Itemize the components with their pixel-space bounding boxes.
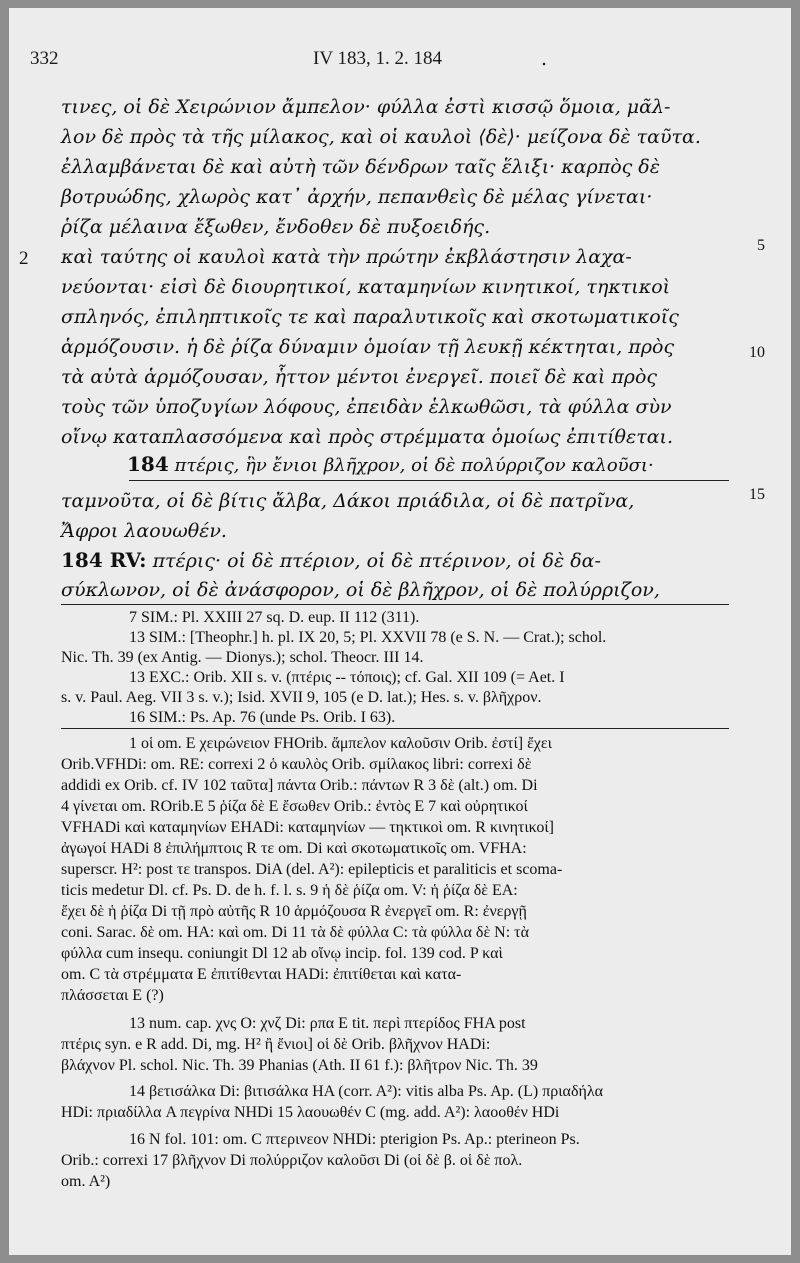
testimonia-rule	[61, 728, 729, 729]
apparatus-line: 13 num. cap. χνς O: χνζ Di: ρπα E tit. περὶ πτερίδος FHA post	[129, 1015, 526, 1032]
testimonia-line: 13 EXC.: Orib. XII s. v. (πτέρις -- τόποις); cf. Gal. XII 109 (= Aet. I	[129, 669, 565, 686]
header-dot: .	[541, 48, 548, 70]
paragraph-number: 2	[19, 248, 29, 269]
text-line: καὶ ταύτης οἱ καυλοὶ κατὰ τὴν πρώτην ἐκβλάστησιν λαχα-	[61, 246, 632, 268]
testimonia-line: 7 SIM.: Pl. XXIII 27 sq. D. eup. II 112 (311).	[129, 609, 420, 626]
testimonia-line: 16 SIM.: Ps. Ap. 76 (unde Ps. Orib. I 63).	[129, 709, 396, 726]
apparatus-line: ticis medetur Dl. cf. Ps. D. de h. f. l. s. 9 ἡ δὲ ῥίζα om. V: ἡ ῥίζα δὲ EA:	[61, 882, 518, 899]
apparatus-line: Orib.: correxi 17 βλῆχνον Di πολύρριζον καλοῦσι Di (οἱ δὲ β. οἱ δὲ πολ.	[61, 1152, 523, 1169]
main-text-rule	[61, 604, 729, 605]
entry-underline	[129, 480, 729, 481]
entry-184-line	[127, 454, 727, 475]
text-line: οἴνῳ καταπλασσόμενα καὶ πρὸς στρέμματα ὁμοίως ἐπιτίθεται.	[61, 426, 674, 448]
text-line: βοτρυώδης, χλωρὸς κατ᾽ ἀρχήν, πεπανθεὶς δὲ μέλας γίνεται·	[61, 186, 653, 208]
testimonia-line: 13 SIM.: [Theophr.] h. pl. IX 20, 5; Pl. XXVII 78 (e S. N. — Crat.); schol.	[129, 629, 607, 646]
line-number: 10	[749, 344, 765, 361]
text-line: λον δὲ πρὸς τὰ τῆς μίλακος, καὶ οἱ καυλοὶ ⟨δὲ⟩· μείζονα δὲ ταῦτα.	[61, 126, 701, 148]
apparatus-line: πλάσσεται E (?)	[61, 987, 164, 1004]
apparatus-line: HDi: πριαδίλλα A πεγρίνα NHDi 15 λαουωθέν C (mg. add. A²): λαοοθέν HDi	[61, 1104, 560, 1121]
line-number: 5	[757, 237, 765, 254]
apparatus-line: superscr. H²: post τε transpos. DiA (del. A²): epilepticis et paraliticis et scoma-	[61, 861, 563, 878]
rv-line: σύκλωνον, οἱ δὲ ἀνάσφορον, οἱ δὲ βλῆχρον, οἱ δὲ πολύρριζον,	[61, 579, 660, 601]
apparatus-line: πτέρις syn. e R add. Di, mg. H² ἢ ἔνιοι] οἱ δὲ Orib. βλῆχνον HADi:	[61, 1036, 491, 1053]
apparatus-line: om. A²)	[61, 1173, 111, 1190]
text-line: νεύονται· εἰσὶ δὲ διουρητικοί, καταμηνίων κινητικοί, τηκτικοὶ	[61, 276, 671, 298]
text-line: ἐλλαμβάνεται δὲ καὶ αὐτὴ τῶν δένδρων ταῖς ἕλιξι· καρπὸς δὲ	[61, 156, 660, 178]
apparatus-line: ἀγωγοί HADi 8 ἐπιλήμπτοις R τε om. Di καὶ σκοτωματικοῖς om. VFHA:	[61, 840, 527, 857]
entry-text: πτέρις, ἣν ἔνιοι βλῆχρον, οἱ δὲ πολύρριζον καλοῦσι·	[174, 455, 654, 476]
page-sheet	[9, 8, 791, 1255]
rv-text: πτέρις· οἱ δὲ πτέριον, οἱ δὲ πτέρινον, οἱ δὲ δα-	[152, 550, 601, 572]
text-line: ἁρμόζουσιν. ἡ δὲ ῥίζα δύναμιν ὁμοίαν τῇ λευκῇ κέκτηται, πρὸς	[61, 336, 675, 358]
text-line: τινες, οἱ δὲ Χειρώνιον ἄμπελον· φύλλα ἐστὶ κισσῷ ὅμοια, μᾶλ-	[61, 96, 671, 118]
rv-line	[61, 550, 729, 571]
apparatus-line: addidi ex Orib. cf. IV 102 ταῦτα] πάντα Orib.: πάντων R 3 δὲ (alt.) om. Di	[61, 777, 538, 794]
apparatus-line: 16 N fol. 101: om. C πτερινεον NHDi: pterigion Ps. Ap.: pterineon Ps.	[129, 1131, 580, 1148]
text-line: τὰ αὐτὰ ἁρμόζουσαν, ἧττον μέντοι ἐνεργεῖ. ποιεῖ δὲ καὶ πρὸς	[61, 366, 658, 388]
apparatus-line: 4 γίνεται om. ROrib.E 5 ῥίζα δὲ E ἔσωθεν Orib.: ἐντὸς E 7 καὶ οὐρητικοί	[61, 798, 528, 815]
apparatus-line: βλάχνον Pl. schol. Nic. Th. 39 Phanias (Ath. II 61 f.): βλῆτρον Nic. Th. 39	[61, 1057, 538, 1074]
testimonia-line: Nic. Th. 39 (ex Antig. — Dionys.); schol. Theocr. III 14.	[61, 649, 424, 666]
text-line: σπληνός, ἐπιληπτικοῖς τε καὶ παραλυτικοῖς καὶ σκοτωματικοῖς	[61, 306, 679, 328]
apparatus-line: om. C τὰ στρέμματα E ἐπιτίθενται HADi: ἐπιτίθεται καὶ κατα-	[61, 966, 462, 983]
apparatus-line: coni. Sarac. δὲ om. HA: καὶ om. Di 11 τὰ δὲ φύλλα C: τὰ φύλλα δὲ N: τὰ	[61, 924, 529, 941]
text-line: τοὺς τῶν ὑποζυγίων λόφους, ἐπειδὰν ἑλκωθῶσι, τὰ φύλλα σὺν	[61, 396, 672, 418]
entry-number: 184	[127, 452, 169, 476]
apparatus-line: ἔχει δὲ ἡ ῥίζα Di τῇ πρὸ αὐτῆς R 10 ἁρμόζουσα R ἐνεργεῖ om. R: ἐνεργῇ	[61, 903, 527, 920]
rv-label: 184 RV:	[61, 548, 147, 572]
apparatus-line: VFHADi καὶ καταμηνίων EHADi: καταμηνίων — τηκτικοὶ om. R κινητικοί]	[61, 819, 555, 836]
text-line: ῥίζα μέλαινα ἔξωθεν, ἔνδοθεν δὲ πυξοειδής.	[61, 216, 491, 238]
running-title: IV 183, 1. 2. 184	[313, 48, 442, 69]
text-line: Ἄφροι λαουωθέν.	[61, 520, 227, 542]
text-line: ταμνοῦτα, οἱ δὲ βίτις ἄλβα, Δάκοι πριάδιλα, οἱ δὲ πατρῖνα,	[61, 490, 635, 512]
apparatus-line: 14 βετισάλκα Di: βιτισάλκα HA (corr. A²): vitis alba Ps. Ap. (L) πριαδήλα	[129, 1083, 603, 1100]
line-number: 15	[749, 486, 765, 503]
apparatus-line: 1 οἱ om. E χειρώνειον FHOrib. ἄμπελον καλοῦσιν Orib. ἐστί] ἔχει	[129, 735, 552, 752]
page-number: 332	[30, 48, 59, 69]
apparatus-line: Orib.VFHDi: om. RE: correxi 2 ὁ καυλὸς Orib. σμίλακος libri: correxi δὲ	[61, 756, 532, 773]
apparatus-line: φύλλα cum insequ. coniungit Dl 12 ab οἴνῳ incip. fol. 139 cod. P καὶ	[61, 945, 503, 962]
testimonia-line: s. v. Paul. Aeg. VII 3 s. v.); Isid. XVII 9, 105 (e D. lat.); Hes. s. v. βλῆχρον.	[61, 689, 542, 706]
